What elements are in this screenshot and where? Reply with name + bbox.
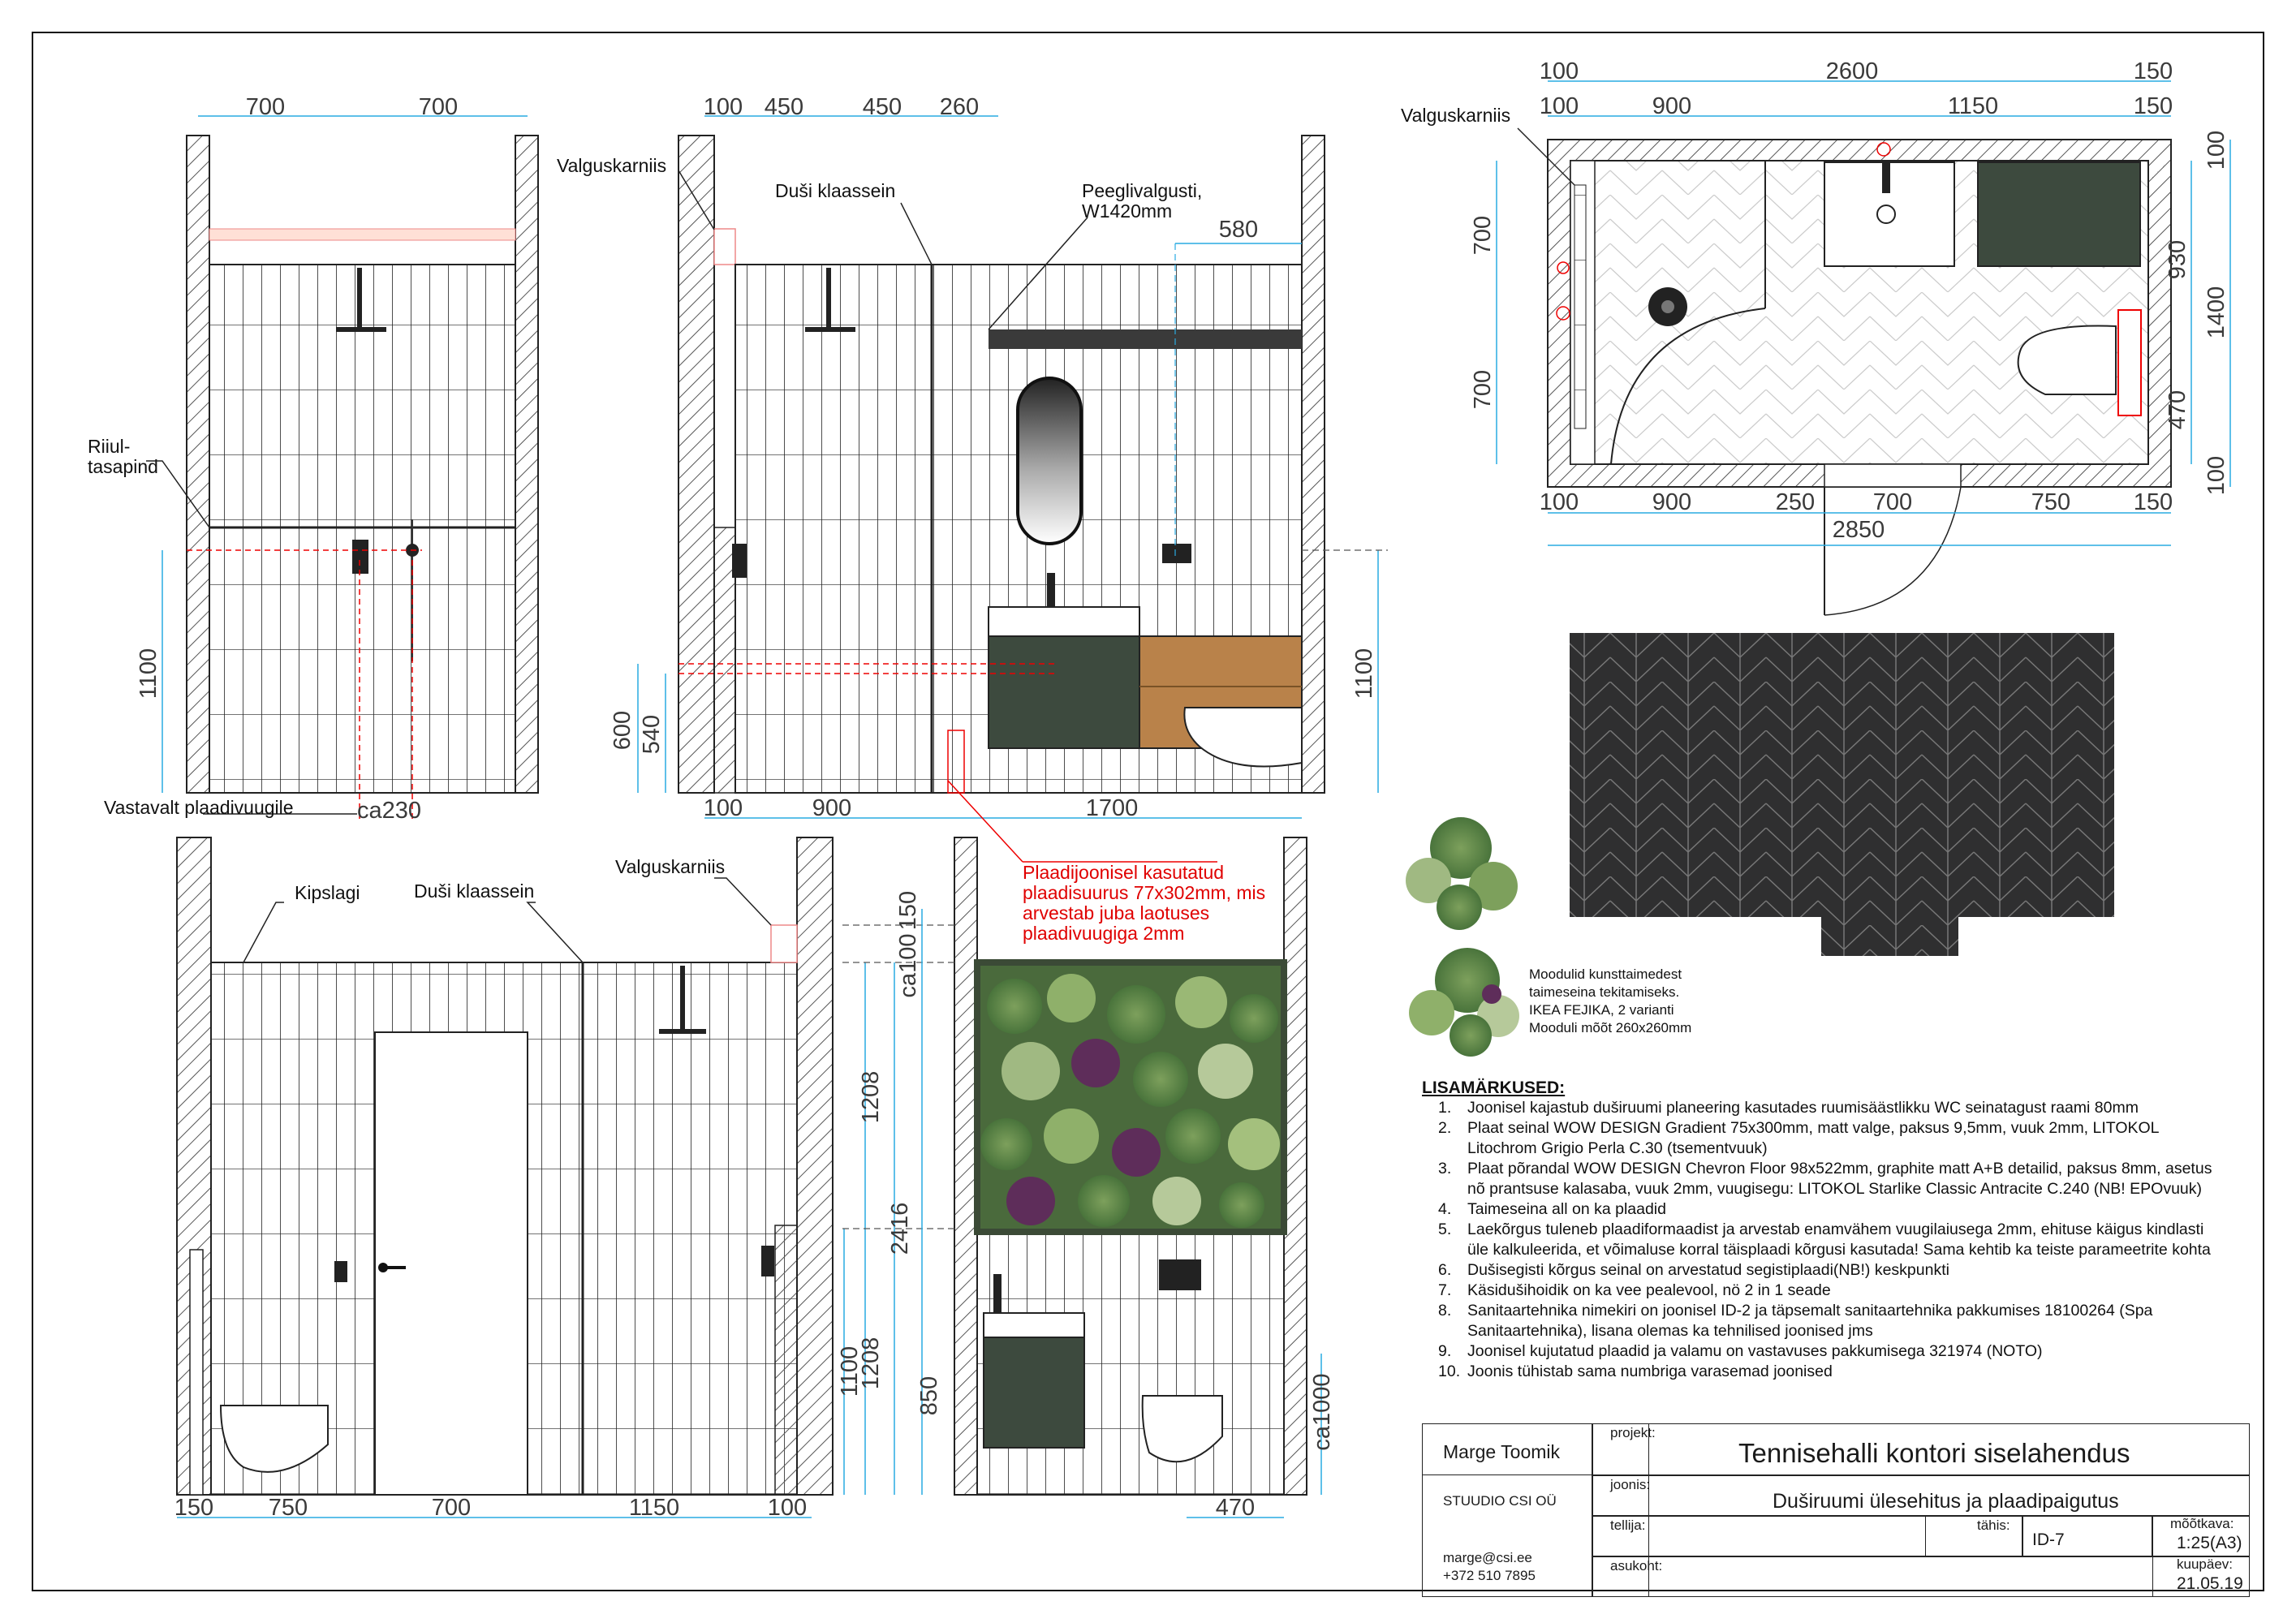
dim-bottom-2: 900 xyxy=(812,795,852,821)
flush-plate xyxy=(1159,1259,1201,1290)
key-kuupaev: kuupäev: xyxy=(2177,1556,2233,1572)
elevation-b xyxy=(557,94,1388,821)
dim-top-1: 100 xyxy=(703,94,743,120)
note-item xyxy=(1422,1301,2225,1341)
cabinet-plan xyxy=(1978,162,2140,266)
red-note-4: plaadivuugiga 2mm xyxy=(1023,923,1185,944)
key-projekt: projekt: xyxy=(1610,1425,1656,1440)
floor-tile-sample xyxy=(1570,633,2114,956)
elevation-d xyxy=(842,781,1335,1521)
leader-glass xyxy=(528,902,583,962)
note-number: 10. xyxy=(1438,1363,1461,1380)
switch xyxy=(334,1261,347,1282)
plant-module-2 xyxy=(1409,948,1519,1057)
label-cornice: Valguskarniis xyxy=(615,856,726,877)
note-text: Käsidušihoidik on ka vee pealevool, nö 2 in 1 seade xyxy=(1467,1281,1831,1299)
floor-plan xyxy=(1401,58,2230,615)
label-joint: Vastavalt plaadivuugile xyxy=(104,797,294,818)
label-mirror-1: Peeglivalgusti, xyxy=(1082,180,1203,201)
plan-dim-left-1: 700 xyxy=(1470,215,1496,256)
label-glass: Duši klaassein xyxy=(775,180,896,201)
plant-module-1 xyxy=(1406,817,1518,930)
ceiling-cornice xyxy=(209,229,515,240)
dim-bottom-5: 100 xyxy=(767,1495,808,1521)
plan-dim-top-1c: 150 xyxy=(2133,58,2173,84)
shower-mixer xyxy=(761,1246,774,1276)
red-note-3: arvestab juba laotuses xyxy=(1023,902,1210,923)
key-asukoht: asukoht: xyxy=(1610,1558,1663,1573)
faucet-plan xyxy=(1882,161,1890,193)
plan-dim-right-1: 100 xyxy=(2203,130,2229,170)
plan-label-cornice: Valguskarniis xyxy=(1401,105,1511,126)
note-number: 2. xyxy=(1438,1119,1452,1137)
plan-dim-right-4: 470 xyxy=(2165,390,2190,430)
dim-right: 1100 xyxy=(1351,648,1377,700)
sink-basin xyxy=(984,1313,1084,1337)
plan-dim-top-2a: 100 xyxy=(1539,93,1579,119)
shower-mixer xyxy=(732,544,747,578)
notes-block xyxy=(1422,1078,2225,1382)
sink-faucet xyxy=(993,1274,1002,1313)
dim-bottom-3: 1700 xyxy=(1085,795,1139,821)
dim-1208-bottom: 1208 xyxy=(858,1337,884,1390)
asukoht-cell xyxy=(1592,1556,2250,1597)
wall-left xyxy=(954,837,977,1495)
plan-dim-bottom-1: 100 xyxy=(1539,489,1579,515)
plan-dim-left-2: 700 xyxy=(1470,369,1496,410)
elevation-a xyxy=(88,94,538,824)
note-number: 8. xyxy=(1438,1302,1452,1319)
door-handle-rose xyxy=(378,1263,388,1272)
dim-ca1000: ca1000 xyxy=(1309,1373,1335,1451)
shelf-edge xyxy=(190,1250,203,1495)
dim-bottom-1: 150 xyxy=(174,1495,214,1521)
note-number: 3. xyxy=(1438,1160,1452,1177)
dim-bottom-1: 100 xyxy=(703,795,743,821)
door-opening xyxy=(1824,464,1961,487)
wall-left xyxy=(678,136,714,793)
dim-top-2: 700 xyxy=(418,94,459,120)
designer-name: Marge Toomik xyxy=(1443,1441,1561,1462)
plan-dim-right-5: 100 xyxy=(2203,455,2229,496)
kuupaev-value: 21.05.19 xyxy=(2177,1574,2243,1593)
flush-plate xyxy=(1162,544,1191,563)
key-tahis: tähis: xyxy=(1977,1518,2010,1533)
note-item xyxy=(1422,1260,2225,1281)
note-number: 6. xyxy=(1438,1261,1452,1279)
dim-side: 1100 xyxy=(136,648,162,700)
label-ceiling: Kipslagi xyxy=(295,882,360,903)
dim-150: 150 xyxy=(895,890,921,931)
dim-540: 540 xyxy=(639,714,665,755)
dim-top-3: 450 xyxy=(862,94,902,120)
key-tellija: tellija: xyxy=(1610,1518,1646,1533)
note-text: Plaat põrandal WOW DESIGN Chevron Floor 98x522mm, graphite matt A+B detailid, paksus 8mm, asetus nõ prantsuse kalasaba, vuuk 2mm, vuugisegu: LITOKOL Starlike Classic Antracite C.240 (NB! EPOvuuk) xyxy=(1467,1160,2212,1198)
label-cornice: Valguskarniis xyxy=(557,155,667,176)
shower-niche xyxy=(775,1225,797,1495)
plan-dim-top-2c: 1150 xyxy=(1947,93,1999,119)
red-note-2: plaadisuurus 77x302mm, mis xyxy=(1023,882,1266,903)
label-shelf-2: tasapind xyxy=(88,456,158,477)
note-number: 1. xyxy=(1438,1099,1452,1117)
wall-right xyxy=(797,837,833,1495)
designer-phone: +372 510 7895 xyxy=(1443,1568,1536,1583)
ceiling-cornice xyxy=(771,925,797,962)
label-glass: Duši klaassein xyxy=(414,880,535,902)
plan-dim-right-2: 930 xyxy=(2165,239,2190,280)
note-item xyxy=(1422,1341,2225,1362)
dim-1100: 1100 xyxy=(837,1345,863,1397)
shelf-plan xyxy=(1574,185,1586,428)
wall-left xyxy=(187,136,209,793)
notes-list xyxy=(1422,1098,2225,1382)
plan-dim-bottom-3: 250 xyxy=(1775,489,1816,515)
designer-email: marge@csi.ee xyxy=(1443,1550,1532,1565)
plan-dim-bottom-4: 700 xyxy=(1872,489,1913,515)
studio-name: STUUDIO CSI OÜ xyxy=(1443,1493,1557,1509)
plants-note-2: taimeseina tekitamiseks. xyxy=(1529,984,1680,1000)
dim-top-4: 260 xyxy=(939,94,980,120)
plan-dim-bottom-6: 150 xyxy=(2133,489,2173,515)
dim-1208-top: 1208 xyxy=(858,1070,884,1124)
note-text: Dušisegisti kõrgus seinal on arvestatud segistiplaadi(NB!) keskpunkti xyxy=(1467,1261,1949,1279)
tahis-value: ID-7 xyxy=(2032,1530,2065,1549)
key-mootkava: mõõtkava: xyxy=(2170,1516,2234,1531)
leader-glass xyxy=(901,203,932,265)
note-text: Joonisel kujutatud plaadid ja valamu on vastavuses pakkumisega 321974 (NOTO) xyxy=(1467,1342,2043,1360)
oval-mirror xyxy=(1018,378,1081,544)
note-text: Joonis tühistab sama numbriga varasemad joonised xyxy=(1467,1363,1833,1380)
dim-top-2: 450 xyxy=(764,94,804,120)
note-number: 7. xyxy=(1438,1281,1452,1299)
leader-cornice xyxy=(714,878,771,925)
projekt-value: Tennisehalli kontori siselahendus xyxy=(1738,1438,2130,1468)
shower-arm xyxy=(680,966,685,1031)
shower-arm xyxy=(826,268,831,329)
dim-2416: 2416 xyxy=(887,1202,913,1255)
plan-dim-bottom-5: 750 xyxy=(2031,489,2071,515)
plants-note-4: Mooduli mõõt 260x260mm xyxy=(1529,1020,1692,1035)
note-item xyxy=(1422,1118,2225,1159)
note-text: Laekõrgus tuleneb plaadiformaadist ja arvestab enamvähem vuugilaiusega 2mm, ehituse käigus kindlasti üle kalkuleerida, et võimaluse korral täisplaadi kõrgusi kasutada! Sama kehtib ka teiste parameetrite kohta xyxy=(1467,1220,2211,1259)
wall-right xyxy=(515,136,538,793)
note-item xyxy=(1422,1362,2225,1382)
wall-right xyxy=(1284,837,1307,1495)
leader-ceiling xyxy=(243,902,284,962)
dim-bottom-4: 1150 xyxy=(628,1495,680,1521)
flush-frame-plan xyxy=(2118,310,2141,415)
note-item xyxy=(1422,1159,2225,1199)
label-mirror-2: W1420mm xyxy=(1082,200,1173,222)
note-item xyxy=(1422,1199,2225,1220)
dim-600: 600 xyxy=(610,710,635,751)
sink-basin xyxy=(989,607,1139,636)
note-number: 4. xyxy=(1438,1200,1452,1218)
note-text: Joonisel kajastub duširuumi planeering kasutades ruumisäästlikku WC seinatagust raami 80mm xyxy=(1467,1099,2139,1117)
rain-shower-head xyxy=(659,1029,706,1034)
plan-dim-top-1a: 100 xyxy=(1539,58,1579,84)
red-note-1: Plaadijoonisel kasutatud xyxy=(1023,862,1225,883)
sink-faucet xyxy=(1047,573,1055,607)
mirror-light xyxy=(989,329,1302,349)
notes-title: LISAMÄRKUSED: xyxy=(1422,1078,1566,1097)
vanity-cabinet xyxy=(989,636,1139,748)
dim-470: 470 xyxy=(1215,1495,1256,1521)
plants-note-1: Moodulid kunsttaimedest xyxy=(1529,966,1682,982)
plan-dim-total: 2850 xyxy=(1832,517,1885,543)
joonis-value: Duširuumi ülesehitus ja plaadipaigutus xyxy=(1773,1490,2119,1513)
vanity-cabinet xyxy=(984,1337,1084,1448)
note-item xyxy=(1422,1098,2225,1118)
note-text: Taimeseina all on ka plaadid xyxy=(1467,1200,1666,1218)
wall-right xyxy=(1302,136,1325,793)
rain-shower-head xyxy=(336,327,386,332)
shower-arm xyxy=(357,268,362,329)
dim-bottom-3: 700 xyxy=(431,1495,472,1521)
note-item xyxy=(1422,1220,2225,1260)
note-text: Sanitaartehnika nimekiri on joonisel ID-2 ja täpsemalt sanitaartehnika pakkumises 18100264 (Spa Sanitaartehnika), lisana olemas ka tehnilised joonised jms xyxy=(1467,1302,2153,1340)
title-block xyxy=(1422,1423,2250,1597)
key-joonis: joonis: xyxy=(1610,1477,1651,1492)
label-ca230: ca230 xyxy=(357,798,422,824)
note-number: 5. xyxy=(1438,1220,1452,1238)
note-text: Plaat seinal WOW DESIGN Gradient 75x300mm, matt valge, paksus 9,5mm, vuuk 2mm, LITOKOL Litochrom Grigio Perla C.30 (tsementvuuk) xyxy=(1467,1119,2159,1157)
shower-mixer xyxy=(352,540,368,574)
dim-bottom-2: 750 xyxy=(268,1495,308,1521)
note-number: 9. xyxy=(1438,1342,1452,1360)
label-shelf-1: Riiul- xyxy=(88,436,131,457)
plan-dim-top-2d: 150 xyxy=(2133,93,2173,119)
door xyxy=(375,1032,528,1495)
plan-dim-bottom-2: 900 xyxy=(1652,489,1692,515)
dim-ca100: ca100 xyxy=(895,933,921,998)
mootkava-value: 1:25(A3) xyxy=(2177,1534,2242,1552)
dim-850: 850 xyxy=(916,1375,942,1416)
ceiling-cornice xyxy=(714,229,735,265)
toilet-plan xyxy=(2018,326,2116,394)
rain-shower-head xyxy=(805,327,855,332)
dim-top-1: 700 xyxy=(245,94,286,120)
plan-dim-top-1b: 2600 xyxy=(1825,58,1879,84)
floor-drain-inner xyxy=(1661,300,1674,313)
plan-dim-right-3: 1400 xyxy=(2203,286,2229,339)
plants-note-3: IKEA FEJIKA, 2 varianti xyxy=(1529,1002,1674,1018)
dim-580: 580 xyxy=(1218,217,1259,243)
elevation-c xyxy=(174,837,913,1521)
note-item xyxy=(1422,1281,2225,1301)
plan-dim-top-2b: 900 xyxy=(1652,93,1692,119)
